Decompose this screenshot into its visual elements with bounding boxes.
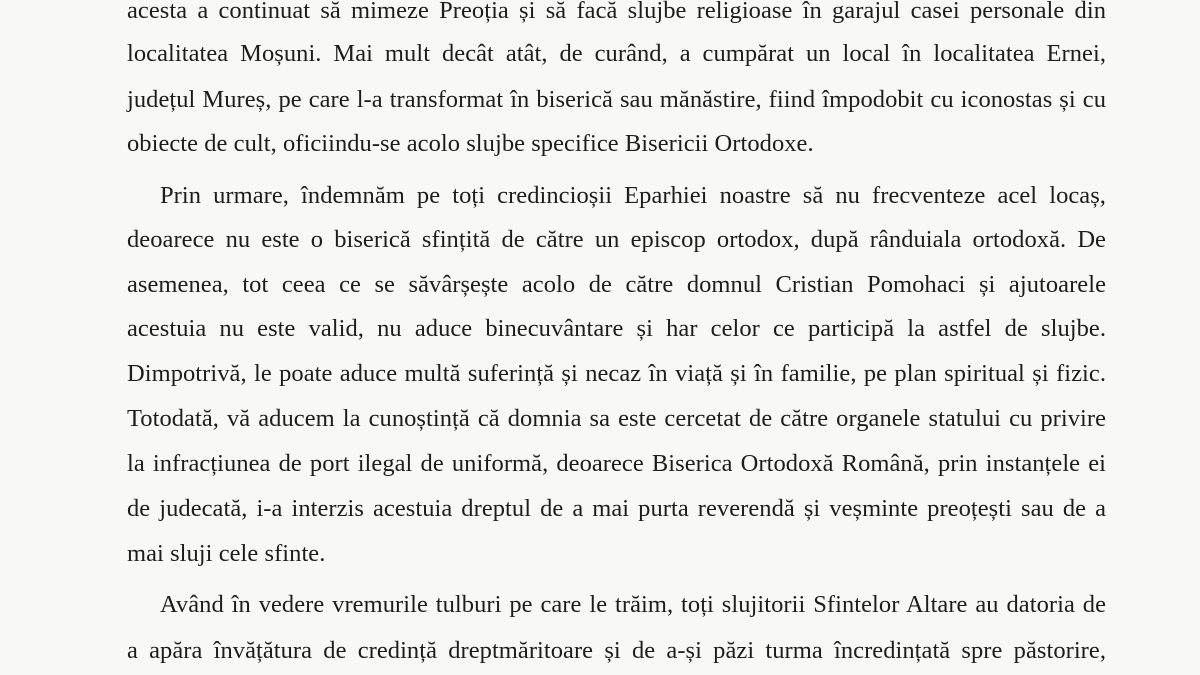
paragraph-1-line-3: județul Mureș, pe care l-a transformat în biserică sau mănăstire, fiind împodobit cu iconostas și cu — [127, 86, 1106, 113]
paragraph-2-line-6: Totodată, vă aducem la cunoștință că domnia sa este cercetat de către organele statului cu privire — [127, 405, 1106, 432]
paragraph-2-line-7: la infracțiunea de port ilegal de uniformă, deoarece Biserica Ortodoxă Română, prin instanțele ei — [127, 450, 1106, 477]
paragraph-1-line-4: obiecte de cult, oficiindu-se acolo slujbe specifice Bisericii Ortodoxe. — [127, 130, 814, 157]
paragraph-1-line-2: localitatea Moșuni. Mai mult decât atât, de curând, a cumpărat un local în localitatea Ernei, — [127, 40, 1106, 67]
paragraph-2-line-8: de judecată, i-a interzis acestuia dreptul de a mai purta reverendă și veșminte preoțești sau de a — [127, 495, 1106, 522]
paragraph-2-line-4: acestuia nu este valid, nu aduce binecuvântare și har celor ce participă la astfel de slujbe. — [127, 315, 1106, 342]
paragraph-2-line-1: Prin urmare, îndemnăm pe toți credincioșii Eparhiei noastre să nu frecventeze acel locaș, — [160, 182, 1106, 209]
paragraph-2-line-3: asemenea, tot ceea ce se săvârșește acolo de către domnul Cristian Pomohaci și ajutoarele — [127, 271, 1106, 298]
paragraph-3-line-2: a apăra învățătura de credință dreptmăritoare și de a-și păzi turma încredințată spre păstorire, — [127, 637, 1106, 664]
paragraph-2-line-9: mai sluji cele sfinte. — [127, 540, 326, 567]
paragraph-1-line-1: acesta a continuat să mimeze Preoția și să facă slujbe religioase în garajul casei personale din — [127, 0, 1106, 24]
paragraph-2-line-5: Dimpotrivă, le poate aduce multă suferință și necaz în viață și în familie, pe plan spiritual și fizic. — [127, 360, 1106, 387]
paragraph-3-line-1: Având în vedere vremurile tulburi pe care le trăim, toți slujitorii Sfintelor Altare au datoria de — [160, 591, 1106, 618]
paragraph-2-line-2: deoarece nu este o biserică sfințită de către un episcop ortodox, după rânduiala ortodoxă. De — [127, 226, 1106, 253]
